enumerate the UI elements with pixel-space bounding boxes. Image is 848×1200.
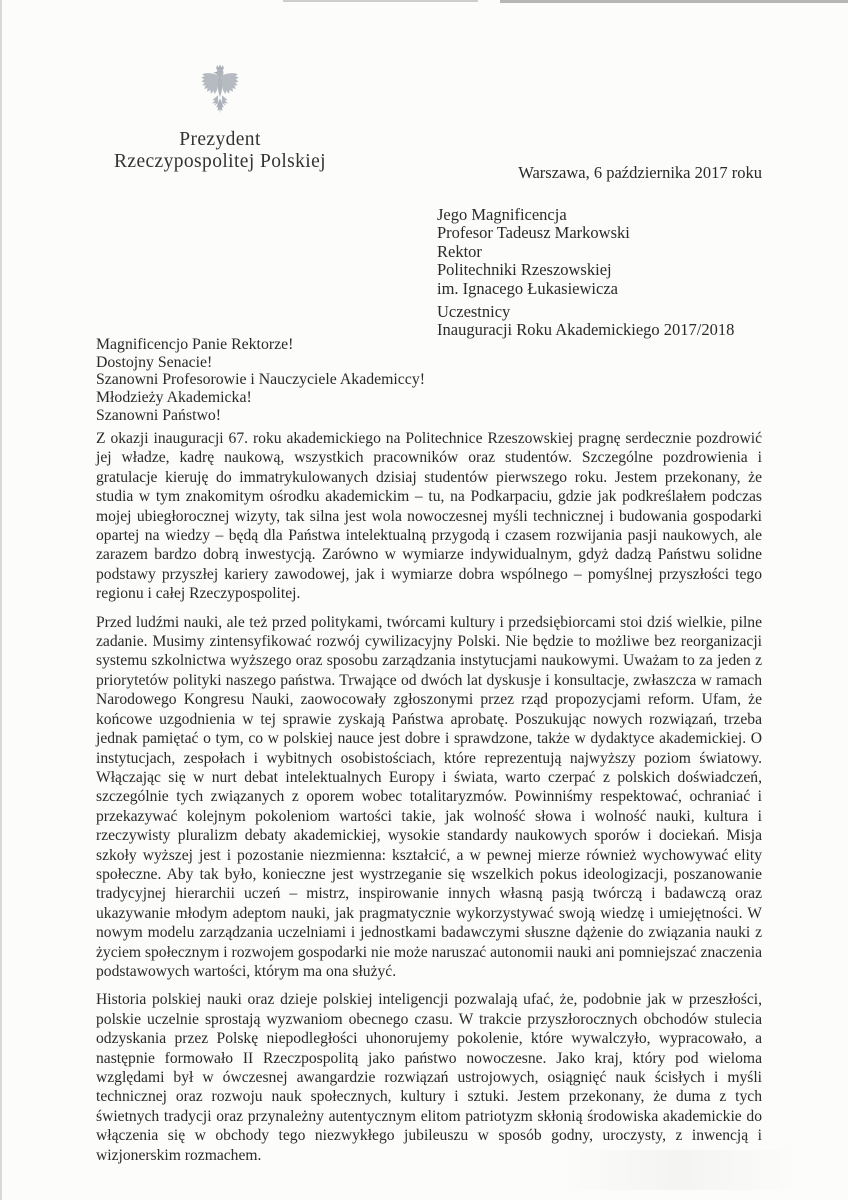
letterhead-office-line1: Prezydent xyxy=(179,129,261,150)
scan-artifact-top-line xyxy=(283,0,478,2)
polish-eagle-emblem-icon xyxy=(196,55,244,125)
salutation-line: Szanowni Państwo! xyxy=(96,406,222,424)
recipient-line: Rektor xyxy=(437,241,482,261)
salutation-line: Szanowni Profesorowie i Nauczyciele Akademiccy! xyxy=(96,371,425,389)
body-paragraph-2: Przed ludźmi nauki, ale też przed politykami, twórcami kultury i przedsiębiorcami stoi dziś wielkie, pilne zadanie. Musimy zintensyfikować rozwój cywilizacyjny Polski. Nie będzie to możliwe bez reorganizacji systemu szkolnictwa wyższego oraz sposobu zarządzania instytucjami naukowymi. Uważam to za jeden z priorytetów polityki naszego państwa. Trwające od dwóch lat dyskusje i konsultacje, zwłaszcza w ramach Narodowego Kongresu Nauki, zaowocowały zgłoszonymi przez rząd propozycjami reform. Ufam, że końcowe uzgodnienia w tej sprawie zyskają Państwa aprobatę. Poszukując nowych rozwiązań, trzeba jednak pamiętać o tym, co w polskiej nauce jest dobre i sprawdzone, także w dydaktyce akademickiej. O instytucjach, zespołach i wybitnych osobistościach, które reprezentują najwyższy poziom światowy. Włączając się w nurt debat intelektualnych Europy i świata, warto czerpać z polskich doświadczeń, szczególnie tych związanych z oporem wobec totalitaryzmów. Powinniśmy respektować, ochraniać i przekazywać kolejnym pokoleniom wartości takie, jak wolność słowa i wolność nauki, kultura i rzeczywisty pluralizm debaty akademickiej, wysokie standardy naukowych sporów i dociekań. Misja szkoły wyższej jest i pozostanie niezmienna: kształcić, a w pewnej mierze również wychowywać elity społeczne. Aby tak było, konieczne jest wystrzeganie się wszelkich pokus ideologizacji, poszanowanie tradycyjnej hierarchii uczeń – mistrz, inspirowanie innych własną pasją twórczą i badawczą oraz ukazywanie młodym adeptom nauki, jak pragmatycznie wykorzystywać swoją wiedzę i umiejętności. W nowym modelu zarządzania uczelniami i jednostkami badawczymi słuszne dążenie do związania nauki z życiem społecznym i rozwojem gospodarki nie może naruszać autonomii nauki ani pomniejszać znaczenia podstawowych wartości, którym ma ona służyć. xyxy=(96,613,762,980)
recipient-line: Profesor Tadeusz Markowski xyxy=(437,223,630,243)
salutation-line: Dostojny Senacie! xyxy=(96,353,213,371)
salutation-block xyxy=(96,336,425,425)
recipient-line: Uczestnicy xyxy=(437,302,511,322)
letterhead-office-line2: Rzeczypospolitej Polskiej xyxy=(113,151,326,172)
recipient-line: Jego Magnificencja xyxy=(437,205,567,224)
dateline: Warszawa, 6 października 2017 roku xyxy=(518,163,762,182)
recipient-line: im. Ignacego Łukasiewicza xyxy=(437,278,618,298)
scan-artifact-top-line xyxy=(500,0,848,3)
recipient-block xyxy=(437,206,734,340)
body-paragraph-3: Historia polskiej nauki oraz dzieje polskiej inteligencji pozwalają ufać, że, podobnie jak w przeszłości, polskie uczelnie sprostają wyzwaniom obecnego czasu. W trakcie przyszłorocznych obchodów stulecia odzyskania przez Polskę niepodległości uhonorujemy pokolenie, które wywalczyło, wypracowało, a następnie formowało II Rzeczpospolitą jako państwo nowoczesne. Jako kraj, który pod wieloma względami był w ówczesnej awangardzie rozwiązań ustrojowych, osiągnięć nauk ścisłych i myśli technicznej oraz rozwoju nauk społecznych, kultury i sztuki. Jestem przekonany, że duma z tych świetnych tradycji oraz przynależny autentycznym elitom patriotyzm skłonią środowiska akademickie do włączenia się w obchody tego niezwykłego jubileuszu w sposób godny, uroczysty, z inwencją i wizjonerskim rozmachem. xyxy=(96,991,762,1164)
scan-artifact-left-edge xyxy=(0,0,2,1200)
salutation-line: Młodzieży Akademicka! xyxy=(96,389,252,407)
recipient-line: Politechniki Rzeszowskiej xyxy=(437,260,612,280)
body-paragraph-1: Z okazji inauguracji 67. roku akademickiego na Politechnice Rzeszowskiej pragnę serdecznie pozdrowić jej władze, kadrę naukową, wszystkich pracowników oraz studentów. Szczególne pozdrowienia i gratulacje kieruję do immatrykulowanych dzisiaj studentów pierwszego roku. Jestem przekonany, że studia w tym znakomitym ośrodku akademickim – tu, na Podkarpaciu, gdzie jak podkreślałem podczas mojej ubiegłorocznej wizyty, tak silna jest wola nowoczesnej myśli technicznej i budowania gospodarki opartej na wiedzy – będą dla Państwa intelektualną przygodą i czasem rozwijania pasji naukowych, ale zarazem bardzo dobrą inwestycją. Zarówno w wymiarze indywidualnym, gdyż dadzą Państwu solidne podstawy przyszłej kariery zawodowej, jak i wymiarze dobra wspólnego – pomyślnej przyszłości tego regionu i całej Rzeczypospolitej. xyxy=(96,430,762,603)
recipient-line: Inauguracji Roku Akademickiego 2017/2018 xyxy=(437,320,735,340)
letter-body xyxy=(96,429,762,1174)
salutation-line: Magnificencjo Panie Rektorze! xyxy=(96,336,294,353)
letterhead xyxy=(60,55,380,173)
